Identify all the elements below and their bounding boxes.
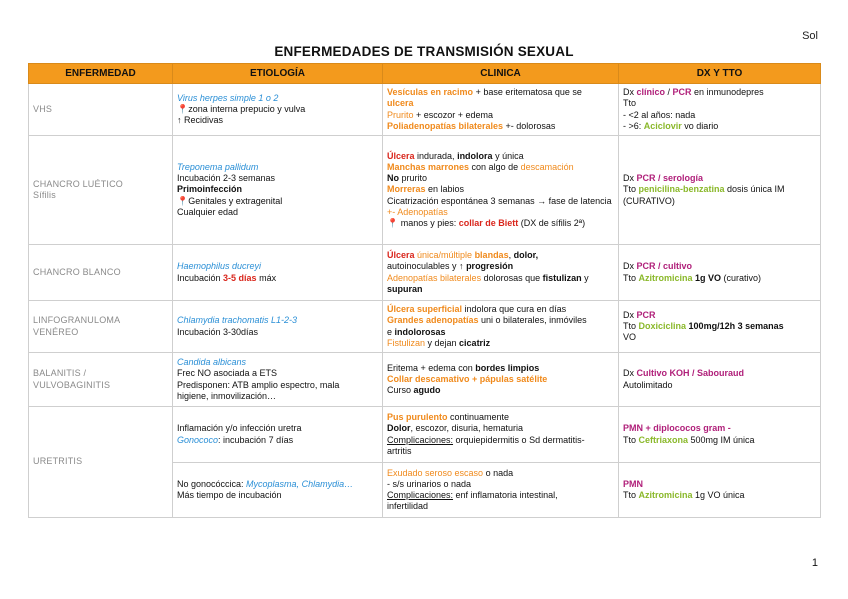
header-etiologia: ETIOLOGÍA <box>173 64 383 84</box>
dx-cell: Dx Cultivo KOH / Sabouraud Autolimitado <box>619 353 821 407</box>
header-enfermedad: ENFERMEDAD <box>29 64 173 84</box>
up-arrow-icon: ↑ <box>177 115 185 126</box>
disease-cell: URETRITIS <box>29 407 173 518</box>
organism: Treponema pallidum <box>177 161 259 172</box>
etiology-cell: Treponema pallidum Incubación 2-3 semanas Primoinfección 📍Genitales y extragenital Cualquier edad <box>173 136 383 245</box>
dash-icon: - <box>387 478 393 489</box>
organism: Haemophilus ducreyi <box>177 261 262 272</box>
clinic-cell: Úlcera superficial indolora que cura en días Grandes adenopatías uni o bilaterales, inmóviles e indolorosas Fistulizan y dejan cicatriz <box>383 301 619 353</box>
etiology-cell: Candida albicans Frec NO asociada a ETS Predisponen: ATB amplio espectro, mala higiene, inmovilización… <box>173 353 383 407</box>
table-row <box>29 84 821 136</box>
disease-cell: CHANCRO LUÉTICO Sífilis <box>29 136 173 245</box>
pushpin-icon: 📍 <box>177 195 189 206</box>
clinic-cell: Pus purulento continuamente Dolor, escozor, disuria, hematuria Complicaciones: orquiepidermitis o Sd dermatitis- artritis <box>383 407 619 463</box>
etiology-cell: Virus herpes simple 1 o 2 📍zona interna prepucio y vulva ↑ Recidivas <box>173 84 383 136</box>
clinic-cell: Eritema + edema con bordes limpios Collar descamativo + pápulas satélite Curso agudo <box>383 353 619 407</box>
table-row <box>29 136 821 245</box>
clinic-cell: Vesículas en racimo + base eritematosa que se ulcera Prurito + escozor + edema Poliadenopatías bilaterales +- dolorosas <box>383 84 619 136</box>
disease-cell: VHS <box>29 84 173 136</box>
std-table <box>28 63 821 518</box>
etiology-cell: Inflamación y/o infección uretra Gonococo: incubación 7 días <box>173 407 383 463</box>
dx-cell: PMN + diplococos gram - Tto Ceftriaxona 500mg IM única <box>619 407 821 463</box>
header-clinica: CLINICA <box>383 64 619 84</box>
page-number: 1 <box>811 557 818 569</box>
organism: Virus herpes simple 1 o 2 <box>177 92 279 103</box>
clinic-cell: Exudado seroso escaso o nada - s/s urinarios o nada Complicaciones: enf inflamatoria intestinal, infertilidad <box>383 463 619 518</box>
table-row <box>29 301 821 353</box>
dx-cell: Dx clínico / PCR en inmunodepres Tto - <2 al años: nada - >6: Aciclovir vo diario <box>619 84 821 136</box>
header-dx-tto: DX Y TTO <box>619 64 821 84</box>
clinic-cell: Úlcera indurada, indolora y única Manchas marrones con algo de descamación No prurito Morreras en labios Cicatrización espontánea 3 semanas → fase de latencia +- Adenopatías 📍 manos y pies: collar de Biett (DX de sífilis 2ª) <box>383 136 619 245</box>
table-row <box>29 353 821 407</box>
page-title: ENFERMEDADES DE TRANSMISIÓN SEXUAL <box>274 44 574 59</box>
organism: Candida albicans <box>177 357 247 368</box>
disease-cell: LINFOGRANULOMA VENÉREO <box>29 301 173 353</box>
table-header-row <box>29 64 821 84</box>
table-row <box>29 245 821 301</box>
disease-cell: BALANITIS / VULVOBAGINITIS <box>29 353 173 407</box>
disease-cell: CHANCRO BLANCO <box>29 245 173 301</box>
dx-cell: PMN Tto Azitromicina 1g VO única <box>619 463 821 518</box>
etiology-cell: Haemophilus ducreyi Incubación 3-5 días máx <box>173 245 383 301</box>
clinic-cell: Úlcera única/múltiple blandas, dolor, autoinoculables y ↑ progresión Adenopatías bilaterales dolorosas que fistulizan y supuran <box>383 245 619 301</box>
pushpin-icon: 📍 <box>387 218 399 228</box>
dash-icon: - <box>623 120 629 131</box>
table-row <box>29 407 821 463</box>
dx-cell: Dx PCR / cultivo Tto Azitromicina 1g VO (curativo) <box>619 245 821 301</box>
dx-cell: Dx PCR Tto Doxiciclina 100mg/12h 3 semanas VO <box>619 301 821 353</box>
corner-label: Sol <box>802 30 818 42</box>
dash-icon: - <box>623 109 629 120</box>
dx-cell: Dx PCR / serología Tto penicilina-benzatina dosis única IM (CURATIVO) <box>619 136 821 245</box>
etiology-cell: No gonocóccica: Mycoplasma, Chlamydia… Más tiempo de incubación <box>173 463 383 518</box>
pushpin-icon: 📍 <box>177 103 189 114</box>
organism: Chlamydia trachomatis L1-2-3 <box>177 315 298 326</box>
etiology-cell: Chlamydia trachomatis L1-2-3 Incubación 3-30días <box>173 301 383 353</box>
